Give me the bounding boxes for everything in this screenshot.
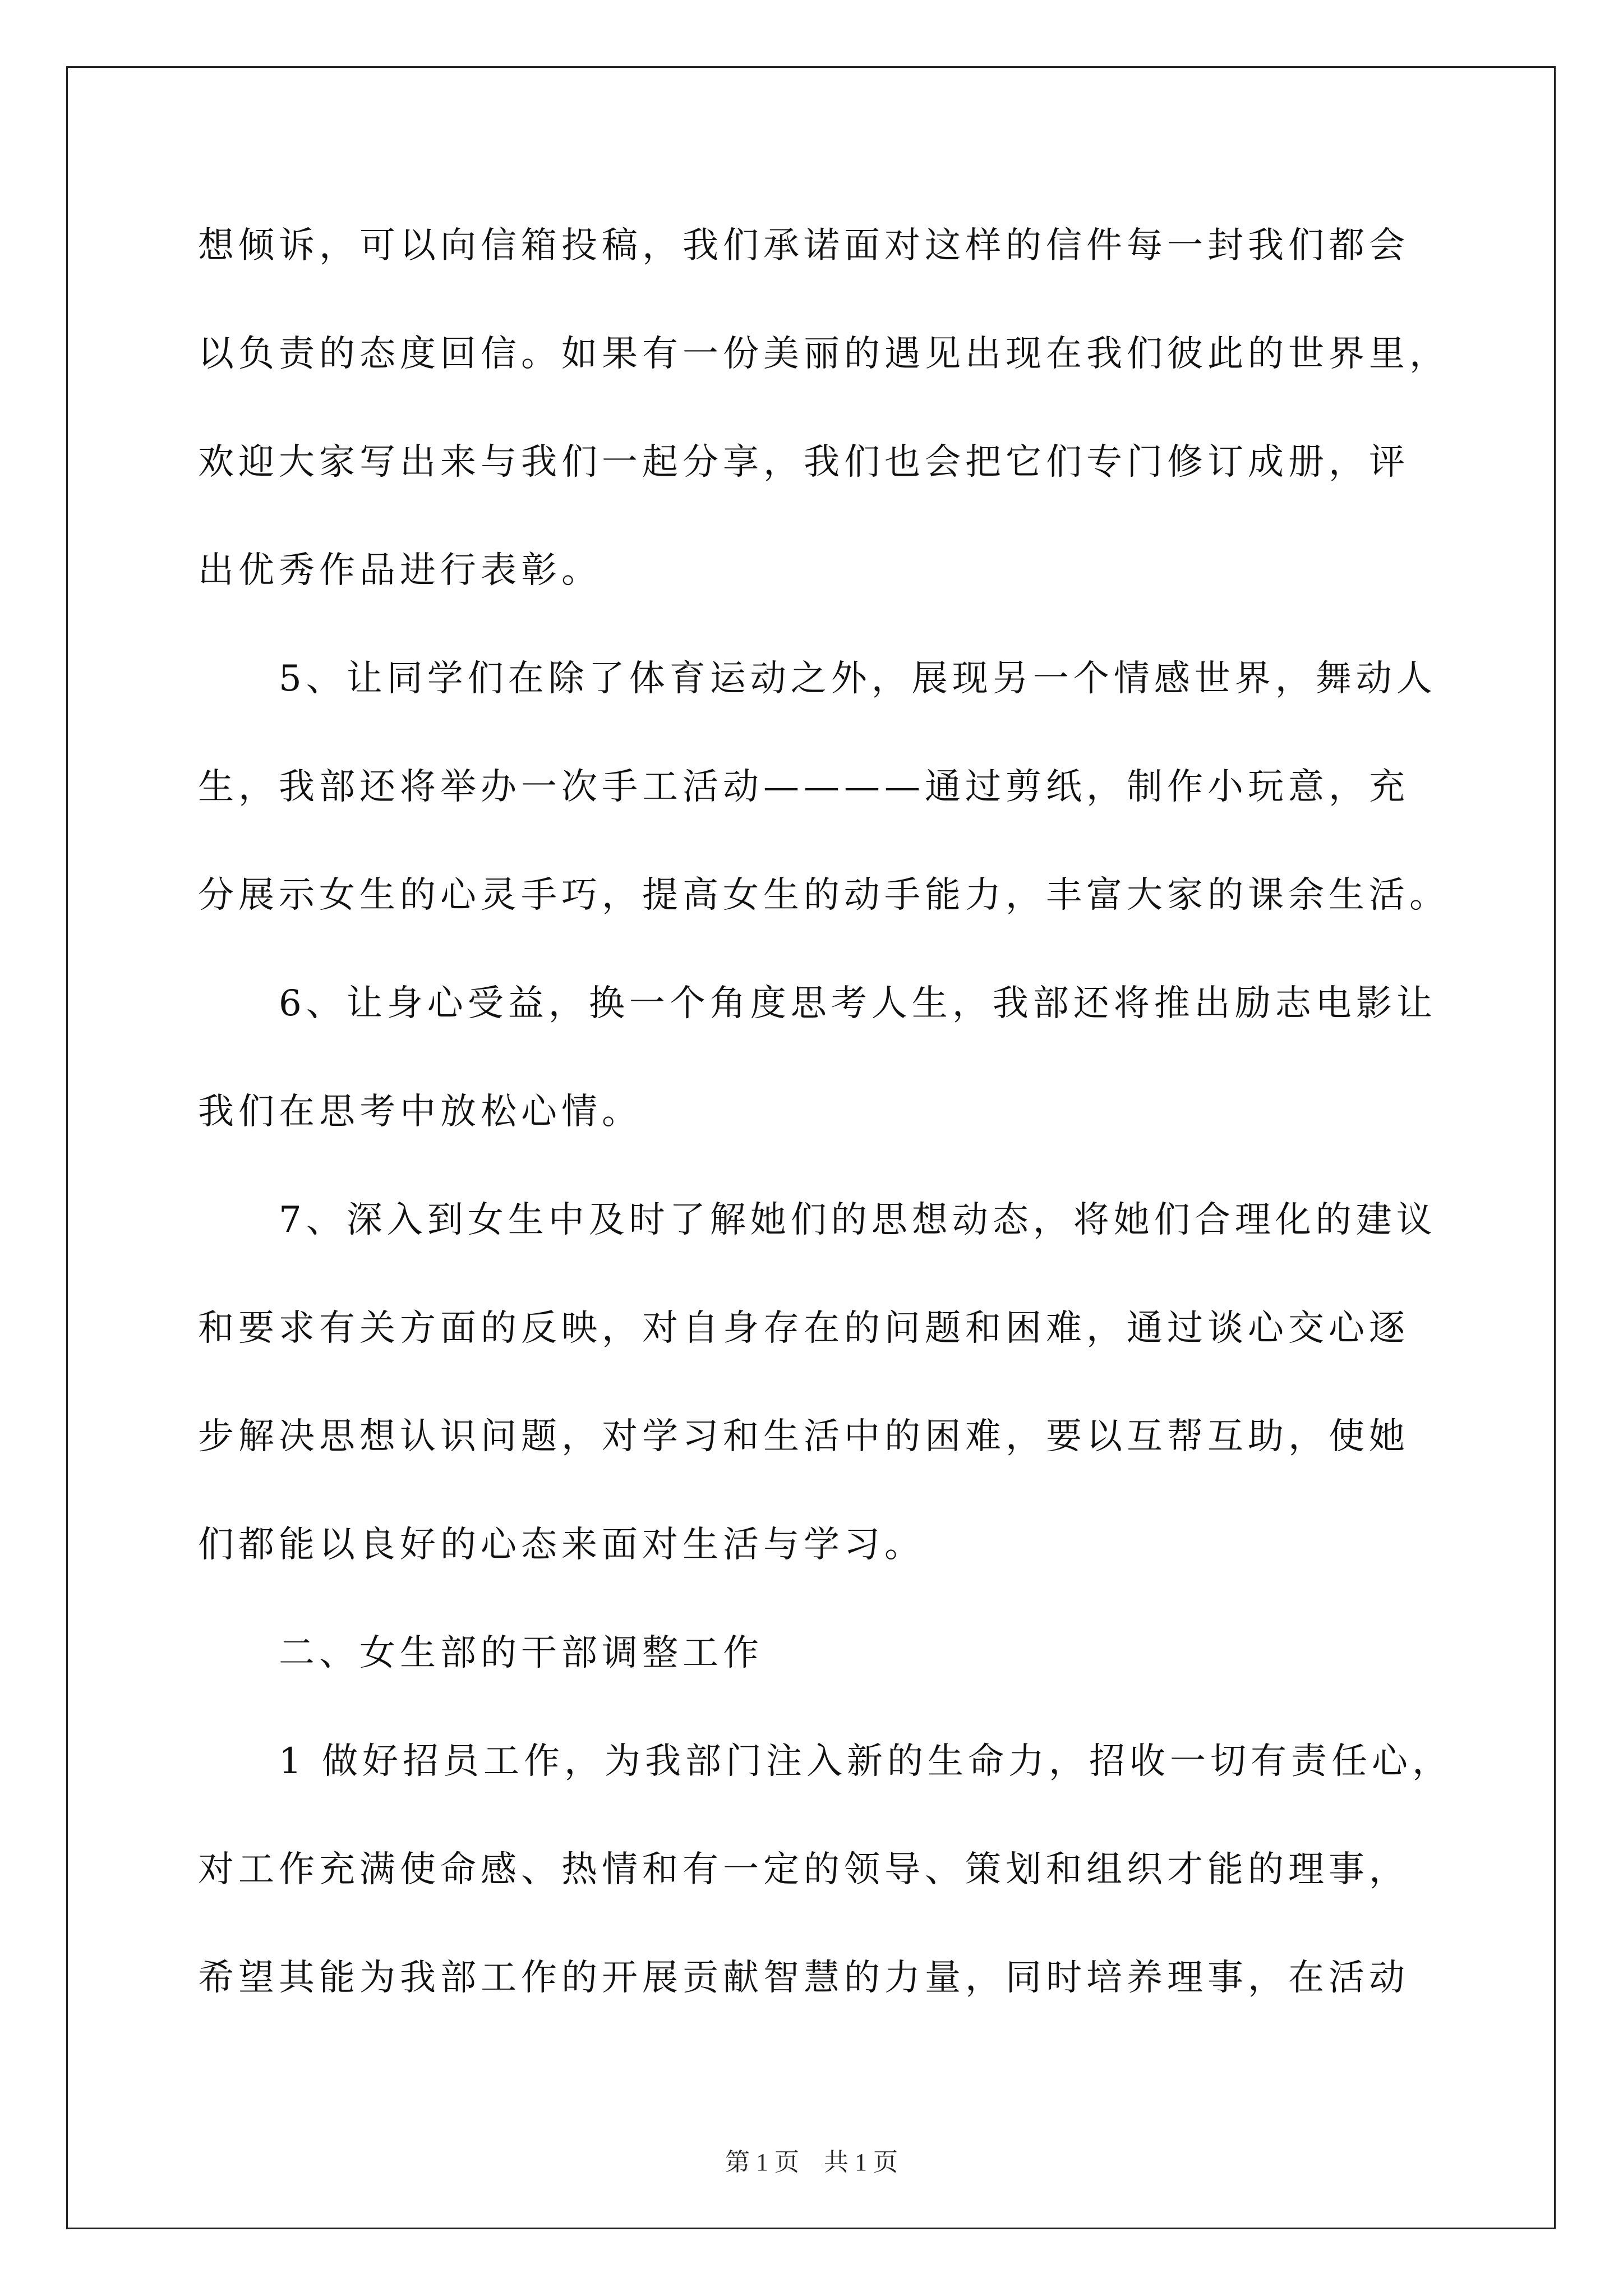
paragraph-first-line: 1 做好招员工作，为我部门注入新的生命力，招收一切有责任心， [279,1741,1453,1782]
page-footer [0,2150,1623,2175]
text-line: 分展示女生的心灵手巧，提高女生的动手能力，丰富大家的课余生活。 [198,875,1450,916]
text-line: 和要求有关方面的反映，对自身存在的问题和困难，通过谈心交心逐 [198,1308,1409,1349]
text-line: 我们在思考中放松心情。 [198,1091,642,1133]
paragraph-first-line: 7、深入到女生中及时了解她们的思想动态，将她们合理化的建议 [279,1199,1437,1241]
text-line: 想倾诉，可以向信箱投稿，我们承诺面对这样的信件每一封我们都会 [198,225,1409,266]
text-line: 出优秀作品进行表彰。 [198,550,602,591]
section-heading: 二、女生部的干部调整工作 [279,1632,763,1674]
text-line: 以负责的态度回信。如果有一份美丽的遇见出现在我们彼此的世界里， [198,333,1450,375]
text-line: 们都能以良好的心态来面对生活与学习。 [198,1524,925,1566]
text-line: 步解决思想认识问题，对学习和生活中的困难，要以互帮互助，使她 [198,1416,1409,1457]
text-line: 欢迎大家写出来与我们一起分享，我们也会把它们专门修订成册，评 [198,441,1409,483]
page-total: 共 1 页 [824,2148,898,2176]
paragraph-first-line: 5、让同学们在除了体育运动之外，展现另一个情感世界，舞动人 [279,658,1437,700]
paragraph-first-line: 6、让身心受益，换一个角度思考人生，我部还将推出励志电影让 [279,983,1437,1024]
text-line: 对工作充满使命感、热情和有一定的领导、策划和组织才能的理事， [198,1849,1409,1890]
page-border [66,66,1556,2229]
page-number: 第 1 页 [725,2148,799,2176]
text-line: 生，我部还将举办一次手工活动————通过剪纸，制作小玩意，充 [198,766,1409,808]
text-line: 希望其能为我部工作的开展贡献智慧的力量，同时培养理事，在活动 [198,1957,1409,1999]
